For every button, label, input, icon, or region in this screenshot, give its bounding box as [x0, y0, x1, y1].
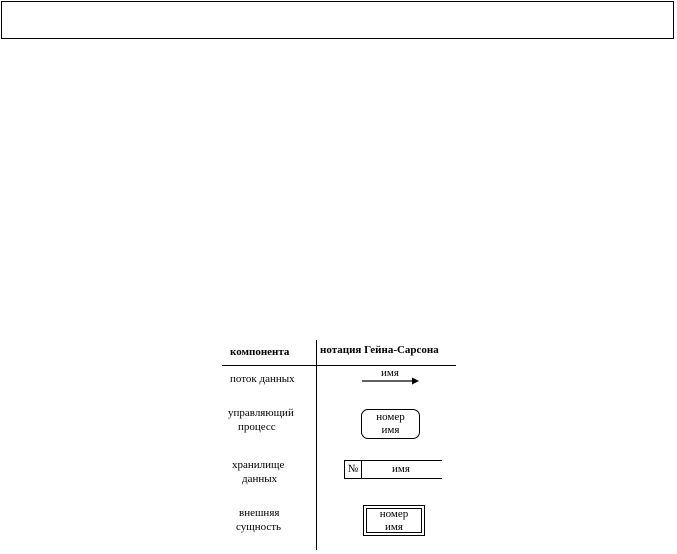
- component-process-line1: управляющий: [228, 407, 294, 419]
- header-notation: нотация Гейна-Сарсона: [320, 344, 439, 356]
- data-flow-arrow-icon: [360, 376, 420, 386]
- component-store-line2: данных: [242, 473, 278, 485]
- column-divider: [316, 340, 317, 550]
- header-component: компонента: [230, 346, 290, 358]
- store-name: имя: [392, 463, 410, 475]
- entity-number: номер: [379, 508, 409, 520]
- process-name: имя: [381, 424, 400, 436]
- component-process-line2: процесс: [238, 421, 276, 433]
- component-data-flow: поток данных: [230, 373, 295, 385]
- component-entity-line2: сущность: [236, 521, 282, 533]
- component-entity-line1: внешняя: [239, 507, 280, 519]
- header-divider: [222, 365, 456, 366]
- data-flow-label: имя: [381, 367, 399, 379]
- entity-name: имя: [385, 521, 403, 533]
- store-number: №: [347, 463, 359, 475]
- process-number: номер: [376, 411, 405, 423]
- component-store-line1: хранилище: [232, 459, 285, 471]
